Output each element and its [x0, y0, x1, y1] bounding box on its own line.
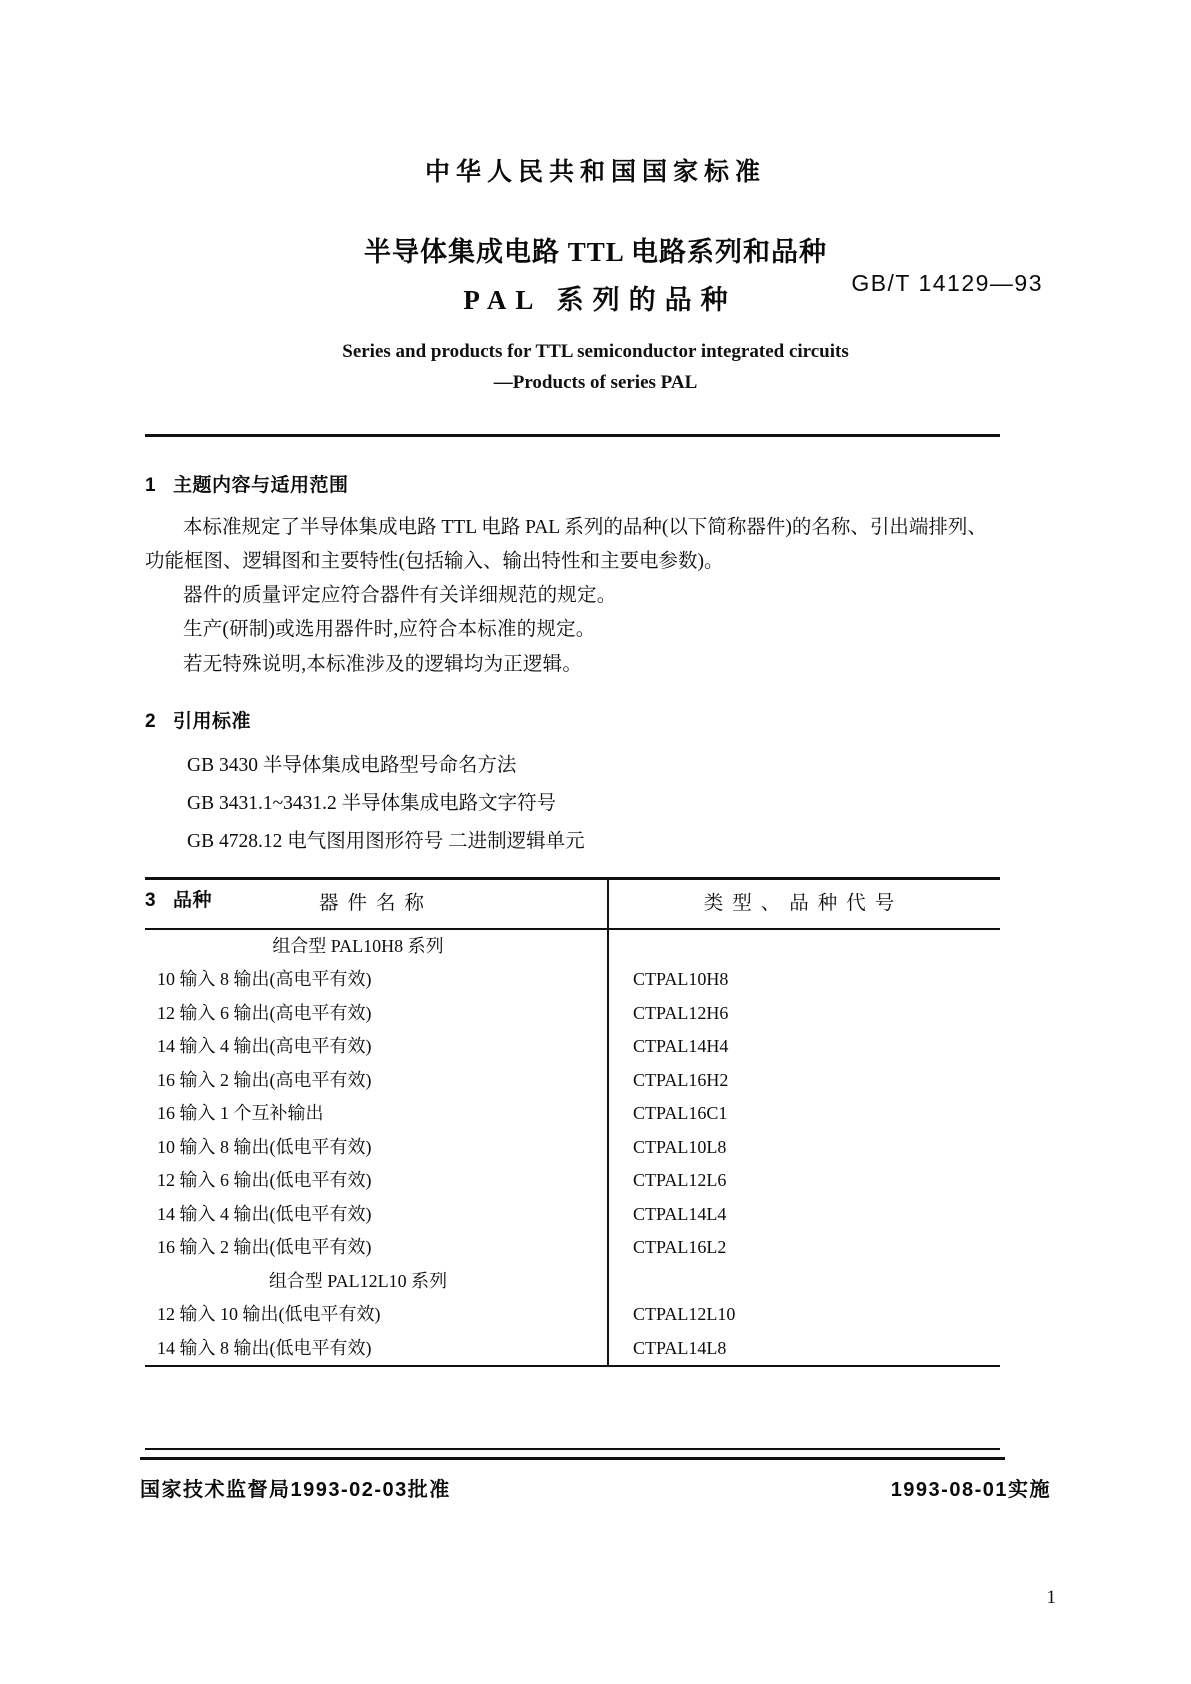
- table-cell-type-code: CTPAL10H8: [633, 969, 729, 989]
- table-cell-device-name: 14 输入 4 输出(低电平有效): [157, 1203, 372, 1224]
- table-cell-device-name: 12 输入 6 输出(高电平有效): [157, 1002, 372, 1023]
- section-1-number: 1: [145, 475, 157, 496]
- products-table: [145, 877, 1000, 1367]
- table-cell-type-code: CTPAL14L8: [633, 1337, 727, 1358]
- table-cell-type-code: [607, 930, 1000, 964]
- table-cell-type-code: CTPAL10L8: [633, 1136, 727, 1157]
- section-3-title: 品种: [173, 889, 213, 911]
- standard-number: GB/T 14129—93: [851, 270, 1043, 296]
- table-bottom-rule: [145, 1365, 1000, 1367]
- table-cell-device-name: 14 输入 4 输出(高电平有效): [157, 1036, 372, 1056]
- table-cell-type-code: CTPAL16H2: [633, 1069, 729, 1090]
- table-row: [145, 1030, 1000, 1064]
- table-cell-device-name: 组合型 PAL12L10 系列: [268, 1270, 448, 1291]
- table-group-row: [145, 930, 1000, 964]
- table-row: [145, 1332, 1000, 1366]
- table-header-device-name: 器件名称: [318, 893, 433, 914]
- reference-item: GB 3430 半导体集成电路型号命名方法: [187, 754, 517, 776]
- table-group-row: [145, 1265, 1000, 1299]
- table-cell-type-code: CTPAL16L2: [633, 1237, 727, 1257]
- section-2-heading: [145, 706, 1005, 733]
- table-cell-device-name: 16 输入 2 输出(低电平有效): [157, 1237, 372, 1257]
- section-2-number: 2: [145, 710, 157, 732]
- table-cell-type-code: CTPAL12L6: [633, 1170, 727, 1190]
- table-row: [145, 1298, 1000, 1332]
- table-cell-device-name: 12 输入 6 输出(低电平有效): [157, 1170, 372, 1190]
- header-divider-rule: [145, 434, 1000, 437]
- table-row: [145, 997, 1000, 1031]
- title-chinese-line1: 半导体集成电路 TTL 电路系列和品种: [363, 237, 828, 267]
- footer-approval-text: 国家技术监督局1993-02-03批准: [140, 1479, 451, 1501]
- national-standard-label: 中华人民共和国国家标准: [424, 158, 766, 186]
- reference-item: GB 3431.1~3431.2 半导体集成电路文字符号: [187, 792, 557, 814]
- reference-standards-list: [145, 747, 1005, 861]
- document-body: [145, 470, 1005, 926]
- title-english-line1: Series and products for TTL semiconductor integrated circuits: [342, 341, 849, 362]
- table-row: [145, 1097, 1000, 1131]
- table-row: [145, 1231, 1000, 1265]
- table-cell-device-name: 14 输入 8 输出(低电平有效): [157, 1337, 372, 1358]
- table-cell-type-code: CTPAL16C1: [633, 1103, 728, 1123]
- table-cell-type-code: CTPAL12L10: [633, 1304, 736, 1324]
- table-cell-device-name: 12 输入 10 输出(低电平有效): [157, 1304, 381, 1324]
- section-1-paragraph-4: 若无特殊说明,本标准涉及的逻辑均为正逻辑。: [183, 653, 583, 675]
- table-cell-device-name: 16 输入 2 输出(高电平有效): [157, 1069, 372, 1090]
- table-row: [145, 1131, 1000, 1165]
- table-cell-device-name: 组合型 PAL10H8 系列: [272, 935, 444, 956]
- masthead: [0, 152, 1191, 188]
- section-1-paragraph-3: 生产(研制)或选用器件时,应符合本标准的规定。: [183, 619, 596, 641]
- title-english-line2: —Products of series PAL: [493, 372, 698, 394]
- section-1-title: 主题内容与适用范围: [173, 475, 349, 496]
- section-1-heading: [145, 470, 1005, 497]
- table-cell-type-code: CTPAL14L4: [633, 1203, 727, 1224]
- table-cell-device-name: 10 输入 8 输出(低电平有效): [157, 1136, 372, 1157]
- section-2-title: 引用标准: [173, 710, 252, 732]
- table-cell-type-code: CTPAL12H6: [633, 1002, 729, 1023]
- title-chinese-line2: PAL 系列的品种: [463, 284, 737, 315]
- section-1-paragraph-2: 器件的质量评定应符合器件有关详细规范的规定。: [183, 585, 617, 607]
- footer-rule-thin: [145, 1448, 1000, 1450]
- table-cell-device-name: 16 输入 1 个互补输出: [157, 1103, 324, 1123]
- table-cell-device-name: 10 输入 8 输出(高电平有效): [157, 969, 372, 989]
- table-row: [145, 963, 1000, 997]
- table-header-type-code: 类型、品种代号: [703, 893, 904, 914]
- section-1-paragraph-1: 本标准规定了半导体集成电路 TTL 电路 PAL 系列的品种(以下简称器件)的名称、引出端排列、功能框图、逻辑图和主要特性(包括输入、输出特性和主要电参数)。: [145, 517, 987, 573]
- table-row: [145, 1064, 1000, 1098]
- title-english: [0, 336, 1191, 399]
- footer-implementation-text: 1993-08-01实施: [890, 1479, 1051, 1501]
- table-header-row: [145, 880, 1000, 928]
- section-3-number: 3: [145, 889, 157, 911]
- table-cell-type-code: CTPAL14H4: [633, 1036, 729, 1056]
- table-row: [145, 1198, 1000, 1232]
- table-cell-type-code: [607, 1265, 1000, 1299]
- reference-item: GB 4728.12 电气图用图形符号 二进制逻辑单元: [187, 830, 585, 852]
- table-row: [145, 1164, 1000, 1198]
- page-footer: [140, 1473, 1051, 1502]
- footer-rule-thick: [140, 1457, 1005, 1460]
- page-number: 1: [1046, 1587, 1056, 1608]
- table-body: [145, 930, 1000, 1366]
